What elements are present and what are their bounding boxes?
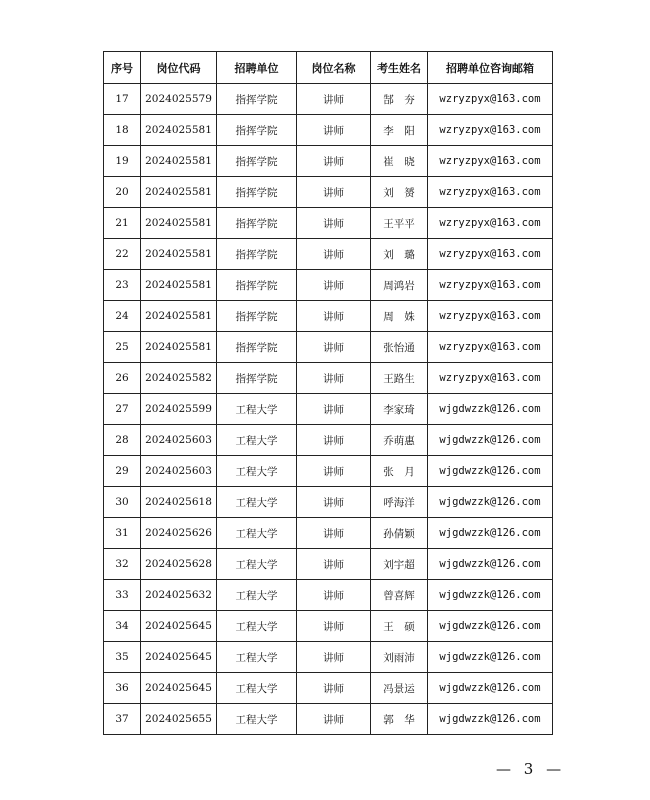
- cell-position-code: 2024025581: [141, 332, 217, 363]
- cell-contact-email: wjgdwzzk@126.com: [428, 549, 553, 580]
- cell-position-name: 讲师: [297, 177, 371, 208]
- cell-position-code: 2024025581: [141, 270, 217, 301]
- cell-contact-email: wzryzpyx@163.com: [428, 270, 553, 301]
- cell-recruiting-unit: 指挥学院: [217, 115, 297, 146]
- cell-position-name: 讲师: [297, 611, 371, 642]
- cell-candidate-name: 郜 夯: [371, 84, 428, 115]
- cell-index: 30: [104, 487, 141, 518]
- page-number: — 3 —: [496, 760, 566, 778]
- cell-index: 28: [104, 425, 141, 456]
- cell-index: 24: [104, 301, 141, 332]
- cell-position-name: 讲师: [297, 270, 371, 301]
- cell-position-name: 讲师: [297, 301, 371, 332]
- cell-position-name: 讲师: [297, 642, 371, 673]
- cell-position-code: 2024025581: [141, 177, 217, 208]
- cell-position-code: 2024025632: [141, 580, 217, 611]
- cell-contact-email: wzryzpyx@163.com: [428, 146, 553, 177]
- cell-position-code: 2024025618: [141, 487, 217, 518]
- cell-contact-email: wjgdwzzk@126.com: [428, 704, 553, 735]
- cell-candidate-name: 崔 晓: [371, 146, 428, 177]
- cell-position-name: 讲师: [297, 673, 371, 704]
- table-row: [104, 363, 553, 394]
- cell-index: 34: [104, 611, 141, 642]
- cell-position-name: 讲师: [297, 115, 371, 146]
- cell-position-name: 讲师: [297, 208, 371, 239]
- cell-candidate-name: 李家琦: [371, 394, 428, 425]
- cell-position-name: 讲师: [297, 549, 371, 580]
- cell-candidate-name: 刘宇超: [371, 549, 428, 580]
- table-row: [104, 580, 553, 611]
- cell-candidate-name: 曾喜辉: [371, 580, 428, 611]
- cell-position-code: 2024025581: [141, 115, 217, 146]
- table-row: [104, 146, 553, 177]
- cell-position-code: 2024025599: [141, 394, 217, 425]
- cell-contact-email: wzryzpyx@163.com: [428, 208, 553, 239]
- table-row: [104, 177, 553, 208]
- cell-position-code: 2024025626: [141, 518, 217, 549]
- table-row: [104, 301, 553, 332]
- cell-position-code: 2024025603: [141, 456, 217, 487]
- cell-recruiting-unit: 工程大学: [217, 456, 297, 487]
- cell-recruiting-unit: 工程大学: [217, 580, 297, 611]
- table-row: [104, 332, 553, 363]
- cell-contact-email: wjgdwzzk@126.com: [428, 456, 553, 487]
- cell-contact-email: wjgdwzzk@126.com: [428, 518, 553, 549]
- cell-index: 29: [104, 456, 141, 487]
- cell-contact-email: wjgdwzzk@126.com: [428, 642, 553, 673]
- col-header-position-name: 岗位名称: [297, 52, 371, 84]
- cell-contact-email: wjgdwzzk@126.com: [428, 425, 553, 456]
- cell-index: 36: [104, 673, 141, 704]
- cell-candidate-name: 周 姝: [371, 301, 428, 332]
- cell-contact-email: wzryzpyx@163.com: [428, 115, 553, 146]
- cell-index: 23: [104, 270, 141, 301]
- cell-contact-email: wzryzpyx@163.com: [428, 84, 553, 115]
- cell-recruiting-unit: 指挥学院: [217, 177, 297, 208]
- cell-position-name: 讲师: [297, 425, 371, 456]
- cell-index: 37: [104, 704, 141, 735]
- cell-recruiting-unit: 工程大学: [217, 487, 297, 518]
- col-header-position-code: 岗位代码: [141, 52, 217, 84]
- cell-recruiting-unit: 工程大学: [217, 425, 297, 456]
- cell-position-code: 2024025581: [141, 301, 217, 332]
- table-row: [104, 115, 553, 146]
- cell-candidate-name: 郭 华: [371, 704, 428, 735]
- cell-contact-email: wzryzpyx@163.com: [428, 177, 553, 208]
- table-header-row: [104, 52, 553, 84]
- cell-candidate-name: 张 月: [371, 456, 428, 487]
- cell-position-code: 2024025645: [141, 611, 217, 642]
- cell-position-name: 讲师: [297, 704, 371, 735]
- cell-index: 27: [104, 394, 141, 425]
- cell-position-code: 2024025581: [141, 239, 217, 270]
- cell-candidate-name: 呼海洋: [371, 487, 428, 518]
- cell-index: 31: [104, 518, 141, 549]
- cell-contact-email: wzryzpyx@163.com: [428, 301, 553, 332]
- col-header-recruiting-unit: 招聘单位: [217, 52, 297, 84]
- cell-candidate-name: 周鸿岩: [371, 270, 428, 301]
- cell-candidate-name: 刘 赟: [371, 177, 428, 208]
- table-row: [104, 611, 553, 642]
- table-row: [104, 487, 553, 518]
- cell-index: 22: [104, 239, 141, 270]
- cell-position-name: 讲师: [297, 332, 371, 363]
- cell-position-name: 讲师: [297, 394, 371, 425]
- cell-recruiting-unit: 指挥学院: [217, 270, 297, 301]
- table-row: [104, 704, 553, 735]
- cell-position-code: 2024025628: [141, 549, 217, 580]
- table-row: [104, 239, 553, 270]
- cell-position-code: 2024025579: [141, 84, 217, 115]
- cell-contact-email: wjgdwzzk@126.com: [428, 487, 553, 518]
- cell-recruiting-unit: 工程大学: [217, 642, 297, 673]
- col-header-index: 序号: [104, 52, 141, 84]
- cell-position-name: 讲师: [297, 363, 371, 394]
- cell-index: 26: [104, 363, 141, 394]
- table-row: [104, 84, 553, 115]
- cell-position-code: 2024025645: [141, 642, 217, 673]
- cell-contact-email: wjgdwzzk@126.com: [428, 673, 553, 704]
- cell-contact-email: wzryzpyx@163.com: [428, 363, 553, 394]
- cell-recruiting-unit: 指挥学院: [217, 239, 297, 270]
- cell-position-name: 讲师: [297, 580, 371, 611]
- cell-contact-email: wzryzpyx@163.com: [428, 332, 553, 363]
- cell-index: 21: [104, 208, 141, 239]
- cell-position-name: 讲师: [297, 487, 371, 518]
- cell-index: 19: [104, 146, 141, 177]
- cell-candidate-name: 孙倩颖: [371, 518, 428, 549]
- cell-candidate-name: 王 硕: [371, 611, 428, 642]
- cell-position-name: 讲师: [297, 518, 371, 549]
- cell-candidate-name: 张怡通: [371, 332, 428, 363]
- cell-position-name: 讲师: [297, 239, 371, 270]
- cell-recruiting-unit: 指挥学院: [217, 146, 297, 177]
- cell-position-code: 2024025581: [141, 208, 217, 239]
- cell-recruiting-unit: 指挥学院: [217, 208, 297, 239]
- cell-candidate-name: 李 阳: [371, 115, 428, 146]
- cell-recruiting-unit: 指挥学院: [217, 84, 297, 115]
- cell-contact-email: wjgdwzzk@126.com: [428, 580, 553, 611]
- table-row: [104, 208, 553, 239]
- table-body: [104, 84, 553, 735]
- table-row: [104, 518, 553, 549]
- cell-candidate-name: 乔萌惠: [371, 425, 428, 456]
- col-header-contact-email: 招聘单位咨询邮箱: [428, 52, 553, 84]
- cell-contact-email: wjgdwzzk@126.com: [428, 394, 553, 425]
- table-row: [104, 394, 553, 425]
- cell-contact-email: wjgdwzzk@126.com: [428, 611, 553, 642]
- cell-recruiting-unit: 指挥学院: [217, 332, 297, 363]
- table-row: [104, 270, 553, 301]
- cell-position-code: 2024025645: [141, 673, 217, 704]
- cell-position-code: 2024025655: [141, 704, 217, 735]
- col-header-candidate-name: 考生姓名: [371, 52, 428, 84]
- cell-candidate-name: 冯景运: [371, 673, 428, 704]
- cell-candidate-name: 王平平: [371, 208, 428, 239]
- cell-recruiting-unit: 工程大学: [217, 673, 297, 704]
- cell-position-name: 讲师: [297, 456, 371, 487]
- cell-index: 20: [104, 177, 141, 208]
- cell-index: 25: [104, 332, 141, 363]
- cell-position-name: 讲师: [297, 84, 371, 115]
- cell-position-code: 2024025582: [141, 363, 217, 394]
- table-row: [104, 456, 553, 487]
- cell-index: 18: [104, 115, 141, 146]
- cell-recruiting-unit: 指挥学院: [217, 301, 297, 332]
- cell-recruiting-unit: 工程大学: [217, 611, 297, 642]
- cell-index: 17: [104, 84, 141, 115]
- cell-candidate-name: 王路生: [371, 363, 428, 394]
- table-row: [104, 549, 553, 580]
- cell-contact-email: wzryzpyx@163.com: [428, 239, 553, 270]
- cell-index: 32: [104, 549, 141, 580]
- cell-candidate-name: 刘雨沛: [371, 642, 428, 673]
- cell-index: 35: [104, 642, 141, 673]
- table-row: [104, 642, 553, 673]
- cell-position-code: 2024025603: [141, 425, 217, 456]
- cell-index: 33: [104, 580, 141, 611]
- cell-recruiting-unit: 工程大学: [217, 518, 297, 549]
- cell-candidate-name: 刘 璐: [371, 239, 428, 270]
- cell-recruiting-unit: 指挥学院: [217, 363, 297, 394]
- cell-recruiting-unit: 工程大学: [217, 549, 297, 580]
- cell-recruiting-unit: 工程大学: [217, 704, 297, 735]
- table-row: [104, 673, 553, 704]
- table-row: [104, 425, 553, 456]
- cell-position-code: 2024025581: [141, 146, 217, 177]
- cell-recruiting-unit: 工程大学: [217, 394, 297, 425]
- candidate-table: [103, 51, 553, 735]
- cell-position-name: 讲师: [297, 146, 371, 177]
